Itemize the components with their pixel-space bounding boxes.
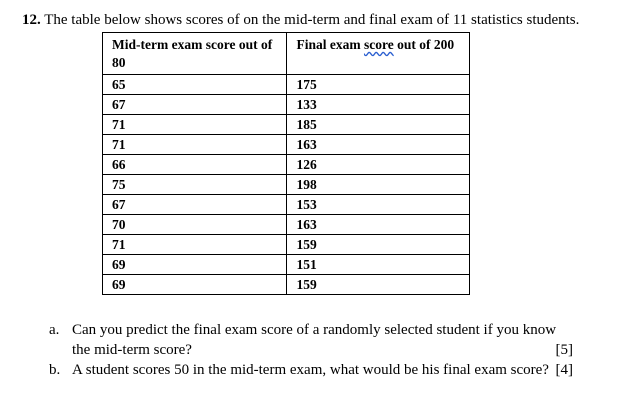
midterm-cell: 67 — [103, 95, 287, 115]
table-row — [103, 95, 470, 115]
midterm-cell: 66 — [103, 155, 287, 175]
question-text: The table below shows scores of on the mid-term and final exam of 11 statistics students. — [44, 12, 580, 28]
table-row — [103, 215, 470, 235]
table-row — [103, 115, 470, 135]
midterm-cell: 70 — [103, 215, 287, 235]
table-row — [103, 135, 470, 155]
question-number: 12. — [22, 12, 41, 28]
table-row — [103, 75, 470, 95]
midterm-cell: 71 — [103, 235, 287, 255]
marks-value: [5] — [555, 342, 573, 358]
sub-question-label: a. — [49, 322, 60, 338]
table-row — [103, 275, 470, 295]
marks-value: [4] — [555, 362, 573, 378]
sub-question-text: Can you predict the final exam score of a randomly selected student if you know the mid-term score? — [72, 322, 557, 358]
sub-question-label: b. — [49, 362, 61, 378]
final-cell: 159 — [287, 275, 470, 295]
sub-questions — [49, 320, 573, 380]
table-row — [103, 235, 470, 255]
final-cell: 198 — [287, 175, 470, 195]
table-header-row — [103, 33, 470, 75]
midterm-cell: 65 — [103, 75, 287, 95]
final-cell: 185 — [287, 115, 470, 135]
sub-question-b — [49, 360, 573, 380]
final-cell: 159 — [287, 235, 470, 255]
midterm-cell: 69 — [103, 255, 287, 275]
table-row — [103, 175, 470, 195]
table-row — [103, 195, 470, 215]
sub-question-a — [49, 320, 573, 360]
midterm-cell: 69 — [103, 275, 287, 295]
question-heading — [22, 11, 579, 29]
scores-table — [102, 32, 470, 295]
final-cell: 153 — [287, 195, 470, 215]
header-final: Final exam score out of 200 — [287, 33, 470, 75]
final-cell: 175 — [287, 75, 470, 95]
midterm-cell: 75 — [103, 175, 287, 195]
midterm-cell: 71 — [103, 135, 287, 155]
final-cell: 163 — [287, 215, 470, 235]
header-midterm: Mid-term exam score out of 80 — [103, 33, 287, 75]
final-cell: 163 — [287, 135, 470, 155]
final-cell: 151 — [287, 255, 470, 275]
midterm-cell: 67 — [103, 195, 287, 215]
sub-question-text: A student scores 50 in the mid-term exam, what would be his final exam score? — [72, 362, 549, 378]
table-row — [103, 155, 470, 175]
table-row — [103, 255, 470, 275]
final-cell: 126 — [287, 155, 470, 175]
final-cell: 133 — [287, 95, 470, 115]
midterm-cell: 71 — [103, 115, 287, 135]
